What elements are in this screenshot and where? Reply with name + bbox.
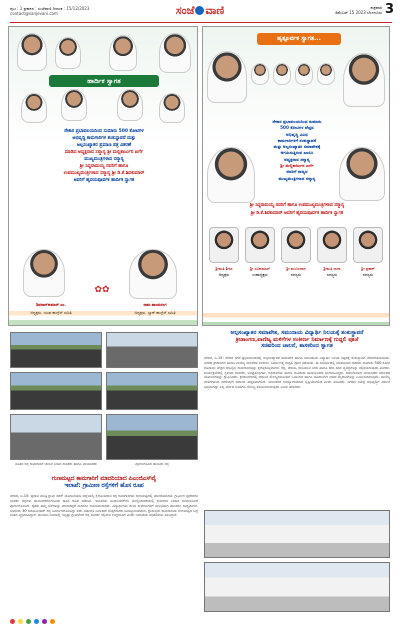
ad-highlight: ಶ್ರೀ ಡಿ.ಕೆ.ಶಿವಕುಮಾರ್ ಅವರಿಗೆ ಹೃದಯಪೂರ್ವಕ ಹಾರ್ದಿಕ ಸ್ವಾಗತ — [250, 211, 344, 216]
member-role: ಸದಸ್ಯರು — [290, 272, 302, 277]
welcome-banner: ಹಾರ್ದಿಕ ಸ್ವಾಗತ — [49, 75, 159, 87]
photo-caption: ನೂತನ ರಸ್ತೆ ಕಾಮಗಾರಿಗೆ ಚಾಲನೆ ನೀಡಿದ ಶಾಸಕರು ಹಾಗೂ ಮುಖಂಡರು — [15, 462, 97, 466]
color-dot — [34, 619, 39, 624]
sponsor-name: ಶಿವರಾಜ್‌ಕುಮಾರ್ ಎಂ. — [36, 302, 66, 307]
header-date: ಶುಕ್ರವಾರ ಡಿಸೆಂಬರ್ 15 2023 ಬೆಂಗಳೂರು — [335, 5, 382, 15]
color-dot — [50, 619, 55, 624]
leader-portrait — [273, 63, 291, 85]
member-name: ಶ್ರೀ ಮಂಜುನಾಥ — [286, 266, 306, 271]
leader-portrait — [61, 89, 87, 121]
logo-dot-icon — [195, 6, 204, 15]
member-portrait — [353, 227, 383, 263]
building-photo — [204, 562, 390, 612]
crowd-photo — [106, 332, 198, 368]
sponsor-name: ರಾಮ ಪಾಂಡುರಂಗ — [143, 302, 167, 307]
story2-headline: ಗುಣಮಟ್ಟದ ಕಾಮಗಾರಿಗೆ ಮಾದರಿಯಾದ ಪಿಎಂಜಿಎಸ್‌ವೈ ಇಲಾಖೆ: ಗ್ರಾಮೀಣ ರಸ್ತೆಗಳಿಗೆ ಹೊಸ ರೂಪ — [51, 476, 157, 489]
road-photo — [106, 414, 198, 460]
page-number: 3 — [384, 2, 394, 17]
story2-body: ನೇಕಾರ, ಡಿ.15: ಪ್ರಧಾನ ಮಂತ್ರಿ ಗ್ರಾಮ ಸಡಕ್ ಯೋಜನೆಯಡಿ ಜಿಲ್ಲೆಯಲ್ಲಿ ಕೈಗೊಂಡಿರುವ ರಸ್ತೆ ಕಾಮಗಾರಿಗಳು ಗುಣಮಟ್ಟದಲ್ಲಿ ಮಾದರಿಯಾಗಿವೆ. ಗ್ರಾಮೀಣ ಪ್ರದೇಶಗಳ ಸಂಪರ್ಕ ರಸ್ತೆಗಳು ಡಾಂಬರೀಕರಣಗೊಂಡು ಹೊಸ ರೂಪ ಪಡೆದಿವೆ. ಇಲಾಖೆಯ ಎಂಜಿನಿಯರ್‌ಗಳ ಮೇಲ್ವಿಚಾರಣೆಯಲ್ಲಿ ಕಾಮಗಾರಿ ನಿಗದಿತ ಅವಧಿಯೊಳಗೆ ಪೂರ್ಣಗೊಂಡಿದೆ. ರೈತರು ತಮ್ಮ ಬೆಳೆಗಳನ್ನು ಮಾರುಕಟ್ಟೆಗೆ ಸಾಗಿಸಲು ಅನುಕೂಲವಾಗಿದೆ. ವಿದ್ಯಾರ್ಥಿಗಳು ಶಾಲಾ ಕಾಲೇಜುಗಳಿಗೆ ಸುಲಭವಾಗಿ ತಲುಪಲು ಸಾಧ್ಯವಾಗಿದೆ. ಸುಮಾರು 30 ಕಿಲೋಮೀಟರ್ ರಸ್ತೆ ನಿರ್ಮಾಣಗೊಂಡಿದ್ದು ಐದು ವರ್ಷಗಳ ನಿರ್ವಹಣೆ ಗುತ್ತಿಗೆದಾರರ ಜವಾಬ್ದಾರಿಯಾಗಿದೆ. ಗ್ರಾಮಸ್ಥರು ಕಾಮಗಾರಿಯ ಗುಣಮಟ್ಟದ ಬಗ್ಗೆ ಸಂತಸ ವ್ಯಕ್ತಪಡಿಸಿದ್ದಾರೆ. ಮುಂದಿನ ದಿನಗಳಲ್ಲಿ ಇನ್ನಷ್ಟು ಗ್ರಾಮಗಳಿಗೆ ರಸ್ತೆ ಸಂಪರ್ಕ ಕಲ್ಪಿಸುವ ಉದ್ದೇಶವಿದೆ ಎಂದು ಇಲಾಖೆಯ ಅಧಿಕಾರಿಗಳು ತಿಳಿಸಿದ್ದಾರೆ. — [10, 494, 198, 518]
member-name: ಶ್ರೀಮತಿ ಶೀಲಾ — [215, 266, 233, 271]
header-contact: contact@sanjevani.com — [10, 11, 58, 16]
sponsor-role: ಅಧ್ಯಕ್ಷರು, ಬ್ಲಾಕ್ ಕಾಂಗ್ರೆಸ್ ಸಮಿತಿ — [134, 310, 176, 315]
member-role: ಸದಸ್ಯರು — [326, 272, 338, 277]
leader-portrait — [17, 33, 47, 71]
member-role: ಸದಸ್ಯರು — [362, 272, 374, 277]
member-name: ಶ್ರೀ ರವಿಕುಮಾರ್ — [249, 266, 271, 271]
leader-portrait — [109, 35, 137, 71]
header-line: ಪುಟ : 1 ಪ್ರಕಾಶನ : ಸಂಜೆವಾಣಿ ದಿನಾಂಕ : 15/12/2023 — [10, 6, 90, 11]
header-meta — [10, 6, 180, 16]
welcome-banner: ಹೃತ್ಪೂರ್ವಕ ಸ್ವಾಗತ... — [257, 33, 341, 45]
leader-portrait — [159, 33, 191, 73]
group-photo — [10, 414, 102, 460]
leader-portrait — [343, 53, 385, 107]
ad-message: ನೇಕಾರ ಪ್ರಭಾವಲಯದಿಂದ ಸುಮಾರು 500 ಕೋಟಿಗಳ ಅಭಿವೃದ್ಧಿ ಕಾಮಗಾರಿಗಳ ಶಂಕುಸ್ಥಾಪನೆ ಮತ್ತು ಅಲ್ಪಸಂಖ್ಯಾತರ ಪ್ರಮಾಣ ಪತ್ರ ವಿತರಣೆ ಮಾಡಿದ ಅಧ್ಯಕ್ಷರಾದ ಸನ್ಮಾನ್ಯ ಶ್ರೀ ಮಲ್ಲಿಕಾರ್ಜುನ ಖರ್ಗೆ ಮುಖ್ಯಮಂತ್ರಿಗಳಾದ ಸನ್ಮಾನ್ಯ ಶ್ರೀ ಸಿದ್ದರಾಮಯ್ಯ ನವರಿಗೆ ಹಾಗೂ ಉಪಮುಖ್ಯಮಂತ್ರಿಗಳಾದ ಸನ್ಮಾನ್ಯ ಶ್ರೀ ಡಿ.ಕೆ.ಶಿವಕುಮಾರ್ ಅವರಿಗೆ ಹೃದಯಪೂರ್ವಕ ಹಾರ್ದಿಕ ಸ್ವಾಗತ — [63, 129, 145, 183]
member-role: ಉಪಾಧ್ಯಕ್ಷರು — [252, 272, 268, 277]
header-rule — [10, 22, 392, 23]
member-portrait — [209, 227, 239, 263]
leader-portrait — [207, 51, 247, 103]
story1-body: ನೇಕಾರ, ಡಿ.15: ನೇಕಾರ ನಗರ ಪ್ರಭಾವಲಯದಲ್ಲಿ ಅಲ್ಪಸಂಖ್ಯಾತರ ಸಮಾವೇಶ ಹಾಗೂ ಸಮುದಾಯ ವಿದ್ಯಾರ್ಥಿ ನಿಲಯ ಕಟ್ಟಡಕ್ಕೆ ಶಂಕುಸ್ಥಾಪನೆ ನೆರವೇರಿಸಲಾಯಿತು. ನಗರದ ಕ್ರೀಡಾಂಗಣ ಹಾಗೂ ವಾಣಿಜ್ಯ ಮಳಿಗೆಗಳ ಸಂಕೀರ್ಣ ನಿರ್ಮಾಣಕ್ಕೆ ಗುದ್ದಲಿ ಪೂಜೆ ನಡೆಯಿತು. ಈ ಸಂದರ್ಭದಲ್ಲಿ ಮಾತನಾಡಿದ ಸಚಿವರು ಸುಮಾರು 500 ಕೋಟಿ ರೂಪಾಯಿ ವೆಚ್ಚದ ಅಭಿವೃದ್ಧಿ ಕಾಮಗಾರಿಗಳನ್ನು ಕೈಗೆತ್ತಿಕೊಳ್ಳಲಾಗಿದೆ. ರಸ್ತೆ, ಚರಂಡಿ, ಕುಡಿಯುವ ನೀರು ಹಾಗೂ ಬೀದಿ ದೀಪ ವ್ಯವಸ್ಥೆಗಳನ್ನು ಕಲ್ಪಿಸಲಾಗುವುದು ಎಂದರು. ಕಾರ್ಯಕ್ರಮದಲ್ಲಿ ಸ್ಥಳೀಯ ಶಾಸಕರು, ಜನಪ್ರತಿನಿಧಿಗಳು, ಅಧಿಕಾರಿಗಳು ಹಾಗೂ ಸಾವಿರಾರು ಸಾರ್ವಜನಿಕರು ಭಾಗವಹಿಸಿದ್ದರು. ಸಮುದಾಯದ ಮುಖಂಡರು ಸರ್ಕಾರದ ಯೋಜನೆಗಳನ್ನು ಶ್ಲಾಘಿಸಿದರು. ಕ್ರೀಡಾಂಗಣದಲ್ಲಿ ಆಧುನಿಕ ಸೌಲಭ್ಯಗಳೊಂದಿಗೆ ಒಳಾಂಗಣ ಹಾಗೂ ಹೊರಾಂಗಣ ಆಟದ ಮೈದಾನಗಳನ್ನು ನಿರ್ಮಿಸಲಾಗುವುದು. ವಾಣಿಜ್ಯ ಮಳಿಗೆಗಳಿಂದ ನಗರಸಭೆಗೆ ಆದಾಯ ಹೆಚ್ಚಳವಾಗಲಿದೆ. ಯುವಕರಿಗೆ ಉದ್ಯೋಗಾವಕಾಶ ಸೃಷ್ಟಿಯಾಗಲಿದೆ ಎಂದು ತಿಳಿಸಿದರು. ನಗರದ ಸಮಗ್ರ ಅಭಿವೃದ್ಧಿಗೆ ಸರ್ಕಾರ ಬದ್ಧವಾಗಿದ್ದು ಎಲ್ಲ ವರ್ಗದ ಜನರಿಗೂ ಸೌಲಭ್ಯ ತಲುಪಿಸಲಾಗುವುದು ಎಂದು ಹೇಳಿದರು. — [204, 356, 390, 390]
leader-portrait — [55, 37, 81, 69]
flag-strip — [9, 311, 197, 325]
member-name: ಶ್ರೀ ಪ್ರಕಾಶ್ — [361, 266, 375, 271]
leader-portrait — [117, 89, 143, 121]
leader-portrait — [21, 93, 47, 123]
member-portrait — [245, 227, 275, 263]
leader-portrait — [317, 63, 335, 85]
sponsor-portrait — [23, 249, 65, 297]
masthead-logo: ಸಂಜೆ ವಾಣಿ — [175, 4, 225, 17]
photo-caption: ಪೂರ್ಣಗೊಂಡ ಡಾಂಬರು ರಸ್ತೆ — [135, 462, 169, 466]
ad-highlight: ಶ್ರೀ ಸಿದ್ದರಾಮಯ್ಯ ನವರಿಗೆ ಹಾಗೂ ಉಪಮುಖ್ಯಮಂತ್ರಿಗಳಾದ ಸನ್ಮಾನ್ಯ — [249, 203, 345, 208]
left-advertisement — [8, 26, 198, 326]
road-photo — [10, 372, 102, 410]
member-portrait — [317, 227, 347, 263]
building-photo — [204, 510, 390, 558]
color-dot — [10, 619, 15, 624]
member-role: ಅಧ್ಯಕ್ಷರು — [218, 272, 230, 277]
member-portrait — [281, 227, 311, 263]
color-dot — [18, 619, 23, 624]
right-advertisement — [202, 26, 390, 326]
member-name: ಶ್ರೀಮತಿ ರಾಧಾ — [323, 266, 341, 271]
road-photo — [10, 332, 102, 368]
flag-strip — [203, 313, 389, 326]
story1-headline: ಅಲ್ಪಸಂಖ್ಯಾತರ ಸಮಾವೇಶ, ಸಮುದಾಯ ವಿದ್ಯಾರ್ಥಿ ನಿಲಯಕ್ಕೆ ಶಂಕುಸ್ಥಾಪನೆ ಕ್ರೀಡಾಂಗಣ,ವಾಣಿಜ್ಯ ಮಳಿಗೆಗಳ ಸಂಕೀರ್ಣ ನಿರ್ಮಾಣಕ್ಕೆ ಗುದ್ದಲಿ ಪೂಜೆ ಸಚಿವರಿಂದ ಚಾಲನೆ, ಶಾಸಕರಿಂದ ಸ್ವಾಗತ — [230, 330, 364, 350]
rose-icon: ✿✿ — [94, 285, 110, 295]
leader-portrait — [159, 93, 185, 123]
footer-color-dots — [10, 619, 392, 625]
leader-portrait — [251, 63, 269, 85]
road-photo — [106, 372, 198, 410]
ad-message: ನೇಕಾರ ಪ್ರಭಾವಲಯದಿಂದ ಸುಮಾರು 500 ಕೋಟಿಗಳ ವೆಚ್ಚದ ಅಭಿವೃದ್ಧಿ ವಿವಿಧ ಕಾಮಗಾರಿಗಳಿಗೆ ಶಂಕುಸ್ಥಾಪನೆ ಮತ್ತು ಅಲ್ಪಸಂಖ್ಯಾತರ ಸಮಾವೇಶಕ್ಕೆ ಆಗಮಿಸುತ್ತಿರುವ ಎಐಸಿಸಿ ಅಧ್ಯಕ್ಷರಾದ ಸನ್ಮಾನ್ಯ ಶ್ರೀ ಮಲ್ಲಿಕಾರ್ಜುನ ಖರ್ಗೆ ಅವರಿಗೆ ರಾಜ್ಯದ ಮುಖ್ಯಮಂತ್ರಿಗಳಾದ ಸನ್ಮಾನ್ಯ — [272, 119, 322, 181]
color-dot — [42, 619, 47, 624]
color-dot — [26, 619, 31, 624]
sponsor-role: ಅಧ್ಯಕ್ಷರು, ಯುವ ಕಾಂಗ್ರೆಸ್ ಸಮಿತಿ — [30, 310, 72, 315]
sponsor-portrait — [129, 249, 177, 299]
leader-portrait — [295, 63, 313, 85]
